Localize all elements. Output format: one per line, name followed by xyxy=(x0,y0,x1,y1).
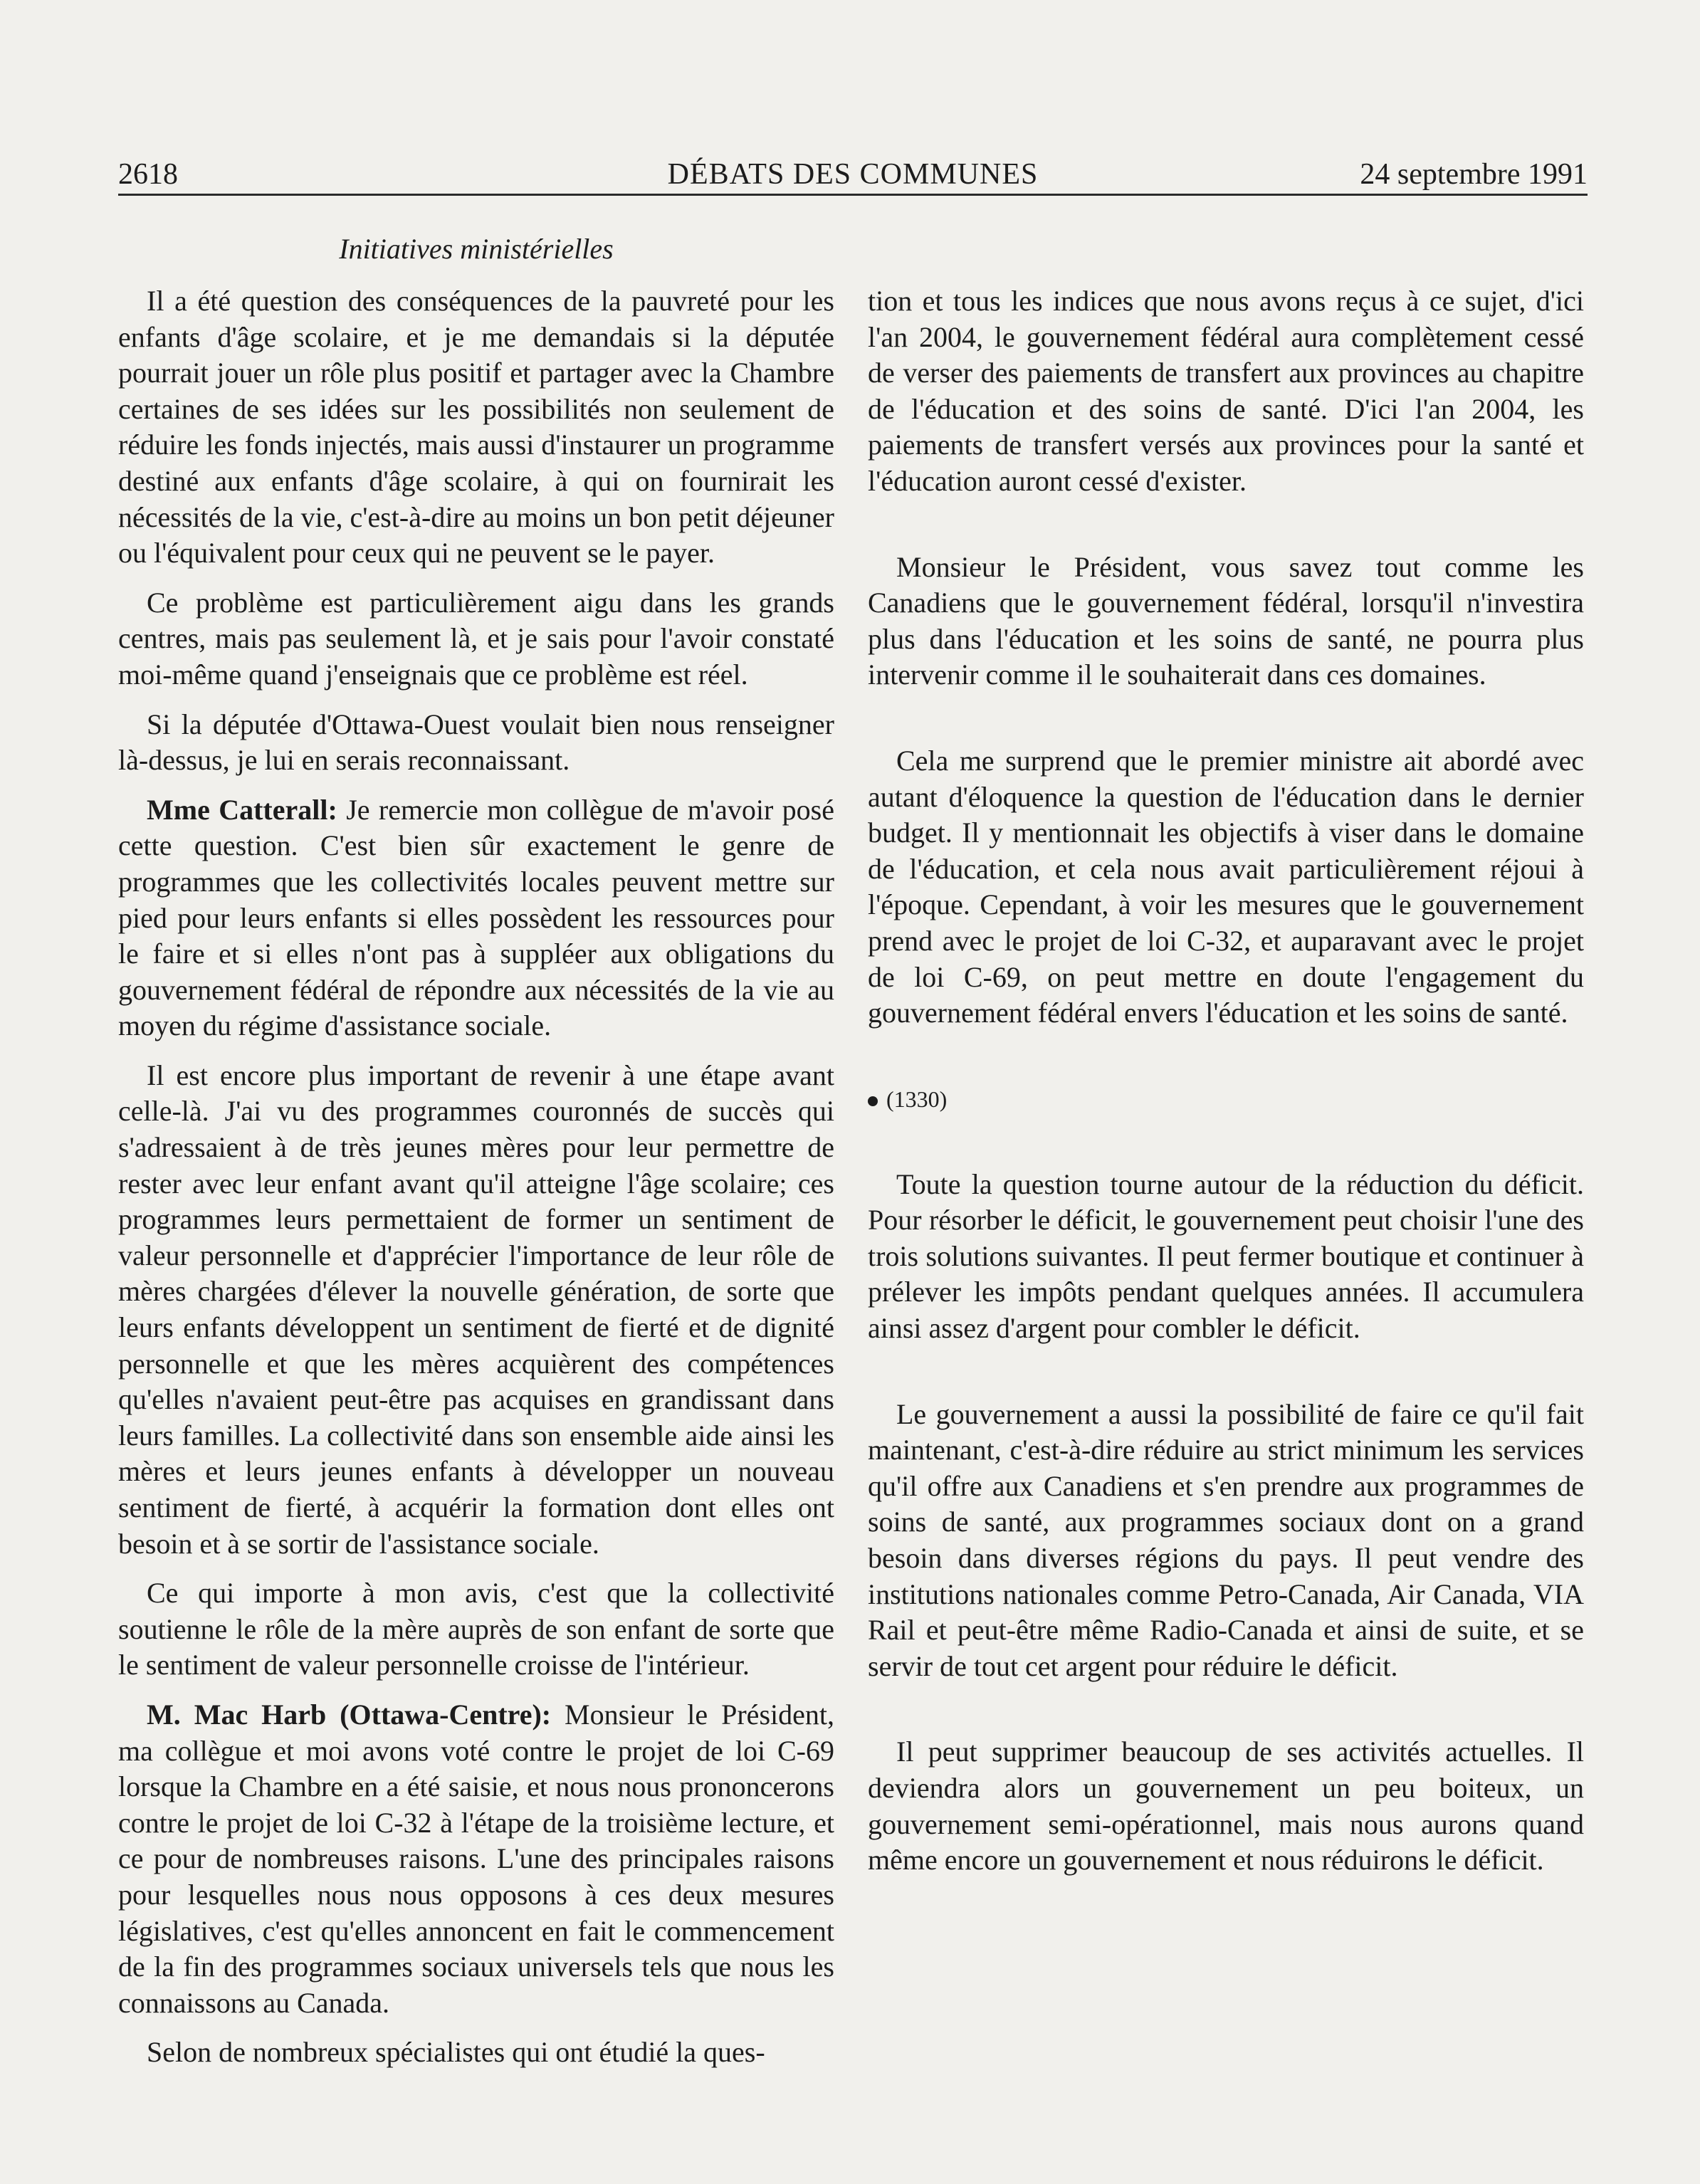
speaker-name: Mme Catterall: xyxy=(147,793,337,826)
speaker-paragraph xyxy=(118,792,834,1044)
paragraph: Cela me surprend que le premier ministre ait abordé avec autant d'éloquence la question de l'éducation dans le dernier budget. Il y mentionnait les objectifs à viser dans le domaine de l'éducation, et cela nous avait particulièrement réjoui à l'époque. Cependant, à voir les mesures que le gouvernement prend avec le projet de loi C-32, et auparavant avec le projet de loi C-69, on peut mettre en doute l'engagement du gouvernement fédéral envers l'éducation et les soins de santé. xyxy=(868,744,1584,1029)
header-date: 24 septembre 1991 xyxy=(1360,158,1588,191)
paragraph: Toute la question tourne autour de la réduction du déficit. Pour résorber le déficit, le gouvernement peut choisir l'une des trois solutions suivantes. Il peut fermer boutique et continuer à prélever les impôts pendant quelques années. Il accumulera ainsi assez d'argent pour combler le déficit. xyxy=(868,1167,1584,1345)
speaker-paragraph xyxy=(118,1697,834,2021)
paragraph: Monsieur le Président, vous savez tout comme les Canadiens que le gouvernement fédéral, lorsqu'il n'investira plus dans l'éducation et les soins de santé, ne pourra plus intervenir comme il le souhaiterait dans ces domaines. xyxy=(868,550,1584,691)
paragraph: Le gouvernement a aussi la possibilité de faire ce qu'il fait maintenant, c'est-à-dire réduire au strict minimum les services qu'il offre aux Canadiens et s'en prendre aux programmes de soins de santé, aux programmes sociaux dont on a grand besoin dans diverses régions du pays. Il peut vendre des institutions nationales comme Petro-Canada, Air Canada, VIA Rail et peut-être même Radio-Canada et ainsi de suite, et se servir de tout cet argent pour réduire le déficit. xyxy=(868,1397,1584,1682)
paragraph: Il a été question des conséquences de la pauvreté pour les enfants d'âge scolaire, et je me demandais si la députée pourrait jouer un rôle plus positif et partager avec la Chambre certaines de ses idées sur les possibilités non seulement de réduire les fonds injectés, mais aussi d'instaurer un programme destiné aux enfants d'âge scolaire, à qui on fournirait les nécessités de la vie, c'est-à-dire au moins un bon petit déjeuner ou l'équivalent pour ceux qui ne peuvent se le payer. xyxy=(118,285,834,569)
right-column xyxy=(868,283,1584,1928)
paragraph: Selon de nombreux spécialistes qui ont étudié la ques- xyxy=(147,2036,765,2069)
paragraph: Si la députée d'Ottawa-Ouest voulait bien nous renseigner là-dessus, je lui en serais reconnaissant. xyxy=(118,708,834,777)
paragraph: Ce qui importe à mon avis, c'est que la collectivité soutienne le rôle de la mère auprès de son enfant de sorte que le sentiment de valeur personnelle croisse de l'intérieur. xyxy=(118,1577,834,1681)
paragraph: tion et tous les indices que nous avons reçus à ce sujet, d'ici l'an 2004, le gouvernement fédéral aura complètement cessé de verser des paiements de transfert aux provinces au chapitre de l'éducation et des soins de santé. D'ici l'an 2004, les paiements de transfert versés aux provinces pour la santé et l'éducation auront cessé d'exister. xyxy=(868,285,1584,497)
journal-title: DÉBATS DES COMMUNES xyxy=(667,158,1039,191)
paragraph: Il est encore plus important de revenir à une étape avant celle-là. J'ai vu des programmes couronnés de succès qui s'adressaient à de très jeunes mères pour leur permettre de rester avec leur enfant avant qu'il atteigne l'âge scolaire; ces programmes leurs permettaient de former un sentiment de valeur personnelle et d'apprécier l'importance de leur rôle de mères chargées d'élever la nouvelle génération, de sorte que leurs enfants développent un sentiment de fierté et de dignité personnelle et que les mères acquièrent des compétences qu'elles n'avaient peut-être pas acquises en grandissant dans leurs familles. La collectivité dans son ensemble aide ainsi les mères et leurs jeunes enfants à développer un nouveau sentiment de fierté, à acquérir la formation dont elles ont besoin et à se sortir de l'assistance sociale. xyxy=(118,1059,834,1560)
speech-text: Monsieur le Président, ma collègue et moi avons voté contre le projet de loi C-69 lorsque la Chambre en a été saisie, et nous nous prononcerons contre le projet de loi C-32 à l'étape de la troisième lecture, et ce pour de nombreuses raisons. L'une des principales raisons pour lesquelles nous nous opposons à ces deux mesures législatives, c'est qu'elles annoncent en fait le commencement de la fin des programmes sociaux universels tels que nous les connaissons au Canada. xyxy=(118,1698,834,2019)
page-header xyxy=(118,151,1588,198)
paragraph: Ce problème est particulièrement aigu dans les grands centres, mais pas seulement là, et je sais pour l'avoir constaté moi-même quand j'enseignais que ce problème est réel. xyxy=(118,586,834,691)
speech-text: Je remercie mon collègue de m'avoir posé cette question. C'est bien sûr exactement le genre de programmes que les collectivités locales peuvent mettre sur pied pour leurs enfants si elles possèdent les ressources pour le faire et si elles n'ont pas à suppléer aux obligations du gouvernement fédéral de répondre aux nécessités de la vie au moyen du régime d'assistance sociale. xyxy=(118,793,834,1042)
left-column xyxy=(118,283,834,2084)
header-rule xyxy=(118,194,1588,196)
paragraph: Il peut supprimer beaucoup de ses activités actuelles. Il deviendra alors un gouvernement un peu boiteux, un gouvernement semi-opérationnel, mais nous aurons quand même encore un gouvernement et nous réduirons le déficit. xyxy=(868,1736,1584,1876)
bullet-icon xyxy=(868,1096,878,1106)
timestamp-text: (1330) xyxy=(886,1086,948,1112)
speaker-name: M. Mac Harb (Ottawa-Centre): xyxy=(147,1698,552,1731)
page-number: 2618 xyxy=(118,158,178,191)
section-label: Initiatives ministérielles xyxy=(339,233,614,265)
timestamp xyxy=(868,1081,1584,1117)
